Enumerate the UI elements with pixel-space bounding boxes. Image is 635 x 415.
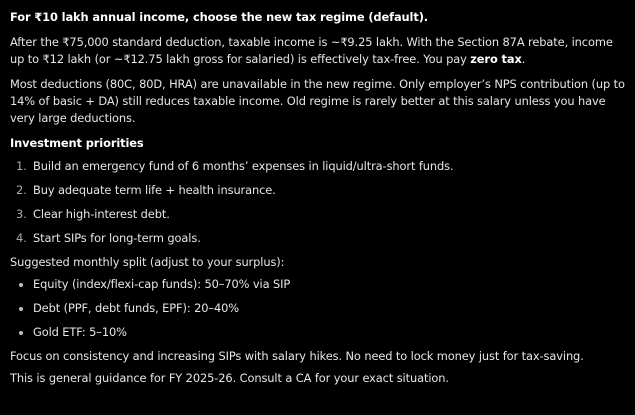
list-number: 3. bbox=[16, 207, 27, 221]
list-item bbox=[10, 158, 625, 175]
list-item bbox=[10, 230, 625, 247]
standard-deduction-end: . bbox=[521, 52, 526, 66]
list-item-text: Equity (index/flexi-cap funds): 50–70% via SIP bbox=[33, 277, 291, 291]
deductions-paragraph: Most deductions (80C, 80D, HRA) are unavailable in the new regime. Only employer’s NPS contribution (up to 14% of basic + DA) still reduces taxable income. Old regime is rarely better at this salary unless you have very large deductions. bbox=[10, 77, 625, 125]
list-item-text: Debt (PPF, debt funds, EPF): 20–40% bbox=[33, 301, 240, 315]
list-item-text: Buy adequate term life + health insurance. bbox=[33, 183, 276, 197]
list-item-text: Build an emergency fund of 6 months’ expenses in liquid/ultra-short funds. bbox=[33, 159, 454, 173]
list-item bbox=[10, 182, 625, 199]
investment-priorities-heading: Investment priorities bbox=[10, 136, 144, 150]
list-number: 4. bbox=[16, 231, 27, 245]
standard-deduction-paragraph bbox=[10, 34, 625, 68]
bullet-icon bbox=[19, 331, 23, 335]
list-item bbox=[10, 300, 625, 317]
list-item bbox=[10, 324, 625, 341]
zero-tax-emphasis: zero tax bbox=[470, 52, 522, 66]
response-title: For ₹10 lakh annual income, choose the new tax regime (default). bbox=[10, 10, 429, 24]
list-item bbox=[10, 276, 625, 293]
bullet-icon bbox=[19, 283, 23, 287]
split-list bbox=[10, 276, 625, 341]
list-item bbox=[10, 206, 625, 223]
monthly-split-intro: Suggested monthly split (adjust to your surplus): bbox=[10, 255, 285, 269]
list-item-text: Clear high-interest debt. bbox=[33, 207, 170, 221]
list-number: 1. bbox=[16, 159, 27, 173]
list-item-text: Start SIPs for long-term goals. bbox=[33, 231, 201, 245]
disclaimer-paragraph: This is general guidance for FY 2025-26. Consult a CA for your exact situation. bbox=[10, 371, 449, 385]
priorities-list bbox=[10, 158, 625, 247]
list-item-text: Gold ETF: 5–10% bbox=[33, 325, 127, 339]
bullet-icon bbox=[19, 307, 23, 311]
standard-deduction-text: After the ₹75,000 standard deduction, taxable income is ~₹9.25 lakh. With the Section 87A rebate, income up to ₹12 lakh (or ~₹12.75 lakh gross for salaried) is effectively tax-free. You pay bbox=[10, 35, 613, 66]
consistency-paragraph: Focus on consistency and increasing SIPs with salary hikes. No need to lock money just for tax-saving. bbox=[10, 349, 584, 363]
list-number: 2. bbox=[16, 183, 27, 197]
